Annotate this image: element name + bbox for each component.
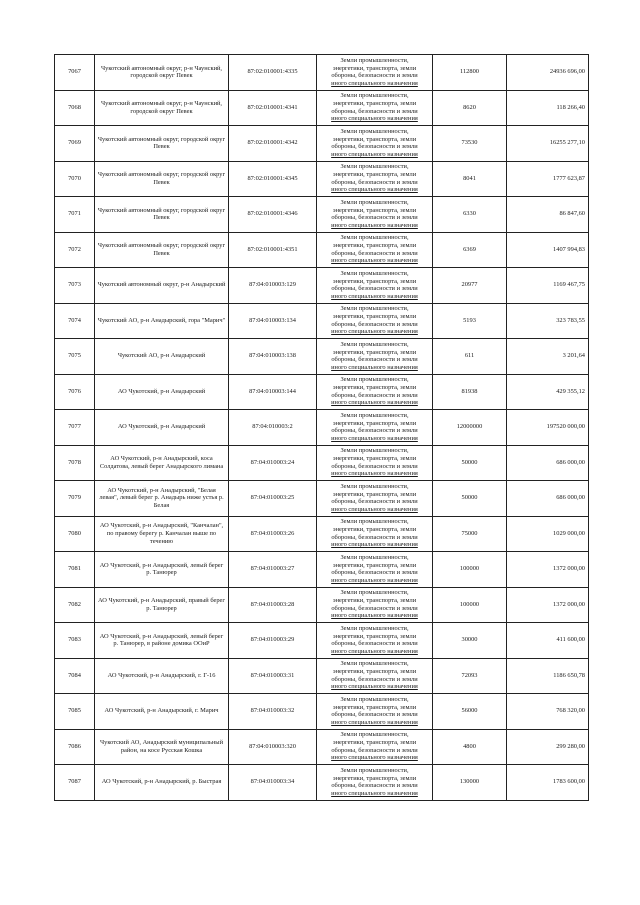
cadastral-value-cell: 118 266,40 — [507, 90, 589, 126]
land-category-line: обороны, безопасности и земли — [331, 391, 418, 399]
land-category-line: энергетики, транспорта, земли — [332, 135, 417, 143]
land-category-line: Земли промышленности, — [340, 198, 409, 206]
address-cell: Чукотский АО, р-н Анадырский — [95, 339, 229, 375]
table-row — [55, 481, 589, 517]
area-cell: 72093 — [433, 658, 507, 694]
land-category-line: обороны, безопасности и земли — [331, 711, 418, 719]
land-category-line: Земли промышленности, — [340, 660, 409, 668]
land-category-line: обороны, безопасности и земли — [331, 782, 418, 790]
cadastral-number-cell: 87:02:010001:4342 — [229, 126, 317, 162]
address-cell: Чукотский автономный округ, городской округ Певек — [95, 232, 229, 268]
row-number-cell: 7074 — [55, 303, 95, 339]
area-cell: 30000 — [433, 623, 507, 659]
cadastral-value-cell: 16255 277,10 — [507, 126, 589, 162]
land-category-line: Земли промышленности, — [340, 482, 409, 490]
land-category-line: энергетики, транспорта, земли — [332, 419, 417, 427]
land-category-line: обороны, безопасности и земли — [331, 320, 418, 328]
table-row — [55, 694, 589, 730]
land-category-line: энергетики, транспорта, земли — [332, 455, 417, 463]
land-category-line: Земли промышленности, — [340, 305, 409, 313]
cadastral-number-cell: 87:02:010001:4346 — [229, 197, 317, 233]
land-category-line: обороны, безопасности и земли — [331, 427, 418, 435]
area-cell: 100000 — [433, 587, 507, 623]
land-category-line: энергетики, транспорта, земли — [332, 171, 417, 179]
land-category-line: обороны, безопасности и земли — [331, 746, 418, 754]
row-number-cell: 7087 — [55, 765, 95, 801]
land-category-line: иного специального назначения — [331, 718, 418, 726]
area-cell: 112800 — [433, 55, 507, 91]
area-cell: 6369 — [433, 232, 507, 268]
land-category-cell — [317, 445, 433, 481]
cadastral-value-cell: 3 201,64 — [507, 339, 589, 375]
row-number-cell: 7073 — [55, 268, 95, 304]
row-number-cell: 7076 — [55, 374, 95, 410]
address-cell: АО Чукотский, р-н Анадырский, р. Быстрая — [95, 765, 229, 801]
land-category-line: энергетики, транспорта, земли — [332, 348, 417, 356]
land-category-line: иного специального назначения — [331, 328, 418, 336]
cadastral-number-cell: 87:04:010003:26 — [229, 516, 317, 552]
address-cell: Чукотский автономный округ, городской округ Певек — [95, 126, 229, 162]
land-category-line: иного специального назначения — [331, 434, 418, 442]
land-category-line: иного специального назначения — [331, 221, 418, 229]
land-category-line: обороны, безопасности и земли — [331, 107, 418, 115]
land-category-line: обороны, безопасности и земли — [331, 285, 418, 293]
row-number-cell: 7079 — [55, 481, 95, 517]
land-category-line: Земли промышленности, — [340, 269, 409, 277]
cadastral-value-cell: 1169 467,75 — [507, 268, 589, 304]
table-row — [55, 197, 589, 233]
cadastral-number-cell: 87:04:010003:144 — [229, 374, 317, 410]
row-number-cell: 7068 — [55, 90, 95, 126]
land-category-line: обороны, безопасности и земли — [331, 249, 418, 257]
table-row — [55, 587, 589, 623]
land-category-cell — [317, 197, 433, 233]
land-category-line: иного специального назначения — [331, 505, 418, 513]
cadastral-number-cell: 87:04:010003:32 — [229, 694, 317, 730]
cadastral-value-cell: 1783 600,00 — [507, 765, 589, 801]
table-row — [55, 445, 589, 481]
land-category-line: иного специального назначения — [331, 115, 418, 123]
land-category-line: энергетики, транспорта, земли — [332, 632, 417, 640]
land-category-line: энергетики, транспорта, земли — [332, 739, 417, 747]
row-number-cell: 7084 — [55, 658, 95, 694]
row-number-cell: 7071 — [55, 197, 95, 233]
address-cell: АО Чукотский, р-н Анадырский — [95, 374, 229, 410]
land-category-cell — [317, 161, 433, 197]
land-registry-sheet — [54, 54, 588, 801]
area-cell: 5193 — [433, 303, 507, 339]
table-row — [55, 303, 589, 339]
cadastral-value-cell: 411 600,00 — [507, 623, 589, 659]
land-category-line: иного специального назначения — [331, 789, 418, 797]
cadastral-value-cell: 686 000,00 — [507, 445, 589, 481]
land-category-line: иного специального назначения — [331, 612, 418, 620]
table-row — [55, 516, 589, 552]
cadastral-number-cell: 87:04:010003:28 — [229, 587, 317, 623]
address-cell: Чукотский автономный округ, р-н Чаунский, городской округ Певек — [95, 90, 229, 126]
area-cell: 8620 — [433, 90, 507, 126]
area-cell: 56000 — [433, 694, 507, 730]
land-category-line: Земли промышленности, — [340, 376, 409, 384]
land-category-cell — [317, 232, 433, 268]
cadastral-number-cell: 87:04:010003:24 — [229, 445, 317, 481]
address-cell: АО Чукотский, р-н Анадырский — [95, 410, 229, 446]
cadastral-value-cell: 1777 623,87 — [507, 161, 589, 197]
land-category-line: Земли промышленности, — [340, 553, 409, 561]
land-category-cell — [317, 126, 433, 162]
row-number-cell: 7086 — [55, 729, 95, 765]
land-category-line: энергетики, транспорта, земли — [332, 526, 417, 534]
land-category-cell — [317, 694, 433, 730]
cadastral-number-cell: 87:04:010003:138 — [229, 339, 317, 375]
address-cell: АО Чукотский, р-н Анадырский, "Канчалан", по правому берегу р. Канчалан выше по течению — [95, 516, 229, 552]
land-category-line: иного специального назначения — [331, 647, 418, 655]
land-category-line: Земли промышленности, — [340, 589, 409, 597]
table-row — [55, 126, 589, 162]
row-number-cell: 7083 — [55, 623, 95, 659]
area-cell: 75000 — [433, 516, 507, 552]
land-category-cell — [317, 339, 433, 375]
land-category-line: иного специального назначения — [331, 257, 418, 265]
land-category-line: Земли промышленности, — [340, 127, 409, 135]
cadastral-value-cell: 1372 000,00 — [507, 587, 589, 623]
cadastral-number-cell: 87:04:010003:34 — [229, 765, 317, 801]
area-cell: 50000 — [433, 445, 507, 481]
land-category-line: энергетики, транспорта, земли — [332, 313, 417, 321]
table-row — [55, 161, 589, 197]
land-category-line: Земли промышленности, — [340, 695, 409, 703]
land-category-line: обороны, безопасности и земли — [331, 569, 418, 577]
land-category-cell — [317, 658, 433, 694]
land-category-cell — [317, 729, 433, 765]
cadastral-number-cell: 87:02:010001:4351 — [229, 232, 317, 268]
land-category-line: обороны, безопасности и земли — [331, 604, 418, 612]
row-number-cell: 7085 — [55, 694, 95, 730]
land-category-line: иного специального назначения — [331, 754, 418, 762]
land-category-line: Земли промышленности, — [340, 411, 409, 419]
land-category-line: обороны, безопасности и земли — [331, 143, 418, 151]
land-category-cell — [317, 90, 433, 126]
address-cell: Чукотский автономный округ, р-н Чаунский, городской округ Певек — [95, 55, 229, 91]
land-category-line: Земли промышленности, — [340, 163, 409, 171]
cadastral-value-cell: 86 847,60 — [507, 197, 589, 233]
cadastral-value-cell: 768 320,00 — [507, 694, 589, 730]
table-row — [55, 55, 589, 91]
address-cell: АО Чукотский, р-н Анадырский, г. Г-16 — [95, 658, 229, 694]
cadastral-value-cell: 299 280,00 — [507, 729, 589, 765]
row-number-cell: 7075 — [55, 339, 95, 375]
table-row — [55, 765, 589, 801]
land-category-line: Земли промышленности, — [340, 766, 409, 774]
cadastral-value-cell: 24936 696,00 — [507, 55, 589, 91]
land-category-line: Земли промышленности, — [340, 518, 409, 526]
land-category-cell — [317, 410, 433, 446]
land-category-cell — [317, 303, 433, 339]
land-category-cell — [317, 587, 433, 623]
area-cell: 130000 — [433, 765, 507, 801]
address-cell: АО Чукотский, р-н Анадырский, коса Солдатова, левый берег Анадырского лимана — [95, 445, 229, 481]
row-number-cell: 7081 — [55, 552, 95, 588]
cadastral-number-cell: 87:04:010003:320 — [229, 729, 317, 765]
row-number-cell: 7077 — [55, 410, 95, 446]
cadastral-value-cell: 429 355,12 — [507, 374, 589, 410]
address-cell: Чукотский автономный округ, городской округ Певек — [95, 197, 229, 233]
land-category-line: энергетики, транспорта, земли — [332, 100, 417, 108]
cadastral-number-cell: 87:02:010001:4335 — [229, 55, 317, 91]
land-category-line: энергетики, транспорта, земли — [332, 597, 417, 605]
land-category-line: энергетики, транспорта, земли — [332, 64, 417, 72]
table-row — [55, 552, 589, 588]
land-category-line: иного специального назначения — [331, 470, 418, 478]
land-category-line: обороны, безопасности и земли — [331, 640, 418, 648]
land-category-line: иного специального назначения — [331, 79, 418, 87]
cadastral-value-cell: 1407 994,83 — [507, 232, 589, 268]
table-row — [55, 90, 589, 126]
land-category-cell — [317, 623, 433, 659]
land-category-line: иного специального назначения — [331, 186, 418, 194]
area-cell: 611 — [433, 339, 507, 375]
row-number-cell: 7078 — [55, 445, 95, 481]
cadastral-value-cell: 686 000,00 — [507, 481, 589, 517]
land-category-line: обороны, безопасности и земли — [331, 214, 418, 222]
area-cell: 4800 — [433, 729, 507, 765]
land-category-cell — [317, 552, 433, 588]
area-cell: 100000 — [433, 552, 507, 588]
land-category-line: обороны, безопасности и земли — [331, 533, 418, 541]
table-row — [55, 623, 589, 659]
table-row — [55, 339, 589, 375]
land-category-line: иного специального назначения — [331, 683, 418, 691]
land-category-line: иного специального назначения — [331, 399, 418, 407]
land-category-line: Земли промышленности, — [340, 624, 409, 632]
cadastral-number-cell: 87:04:010003:27 — [229, 552, 317, 588]
address-cell: Чукотский АО, Анадырский муниципальный район, на косе Русская Кошка — [95, 729, 229, 765]
land-category-line: иного специального назначения — [331, 576, 418, 584]
row-number-cell: 7069 — [55, 126, 95, 162]
cadastral-value-cell: 197520 000,00 — [507, 410, 589, 446]
land-category-line: энергетики, транспорта, земли — [332, 206, 417, 214]
table-row — [55, 658, 589, 694]
land-category-line: иного специального назначения — [331, 292, 418, 300]
land-category-line: Земли промышленности, — [340, 234, 409, 242]
row-number-cell: 7080 — [55, 516, 95, 552]
cadastral-number-cell: 87:04:010003:29 — [229, 623, 317, 659]
land-category-cell — [317, 765, 433, 801]
land-category-line: иного специального назначения — [331, 541, 418, 549]
area-cell: 73530 — [433, 126, 507, 162]
land-category-cell — [317, 481, 433, 517]
table-row — [55, 374, 589, 410]
address-cell: АО Чукотский, р-н Анадырский, г. Марич — [95, 694, 229, 730]
table-row — [55, 268, 589, 304]
cadastral-value-cell: 1372 000,00 — [507, 552, 589, 588]
address-cell: Чукотский АО, р-н Анадырский, гора "Марич" — [95, 303, 229, 339]
cadastral-value-cell: 323 783,55 — [507, 303, 589, 339]
land-category-line: Земли промышленности, — [340, 447, 409, 455]
land-category-line: обороны, безопасности и земли — [331, 178, 418, 186]
cadastral-number-cell: 87:04:010003:2 — [229, 410, 317, 446]
land-category-cell — [317, 516, 433, 552]
address-cell: Чукотский автономный округ, городской округ Певек — [95, 161, 229, 197]
land-category-line: обороны, безопасности и земли — [331, 462, 418, 470]
land-category-line: обороны, безопасности и земли — [331, 498, 418, 506]
cadastral-number-cell: 87:04:010003:134 — [229, 303, 317, 339]
area-cell: 6330 — [433, 197, 507, 233]
area-cell: 50000 — [433, 481, 507, 517]
cadastral-number-cell: 87:04:010003:31 — [229, 658, 317, 694]
row-number-cell: 7082 — [55, 587, 95, 623]
cadastral-value-cell: 1029 000,00 — [507, 516, 589, 552]
land-category-line: энергетики, транспорта, земли — [332, 668, 417, 676]
area-cell: 8041 — [433, 161, 507, 197]
land-category-line: энергетики, транспорта, земли — [332, 277, 417, 285]
cadastral-number-cell: 87:04:010003:25 — [229, 481, 317, 517]
land-category-cell — [317, 374, 433, 410]
area-cell: 20977 — [433, 268, 507, 304]
area-cell: 81938 — [433, 374, 507, 410]
cadastral-value-cell: 1186 650,78 — [507, 658, 589, 694]
land-category-line: энергетики, транспорта, земли — [332, 774, 417, 782]
land-category-line: энергетики, транспорта, земли — [332, 242, 417, 250]
land-category-line: энергетики, транспорта, земли — [332, 384, 417, 392]
row-number-cell: 7070 — [55, 161, 95, 197]
address-cell: Чукотский автономный округ, р-н Анадырский — [95, 268, 229, 304]
cadastral-number-cell: 87:02:010001:4345 — [229, 161, 317, 197]
land-category-cell — [317, 268, 433, 304]
table-row — [55, 232, 589, 268]
land-category-line: обороны, безопасности и земли — [331, 72, 418, 80]
address-cell: АО Чукотский, р-н Анадырский, "Белая левая", левый берег р. Анадырь ниже устья р. Белая — [95, 481, 229, 517]
land-category-line: обороны, безопасности и земли — [331, 356, 418, 364]
land-category-line: Земли промышленности, — [340, 340, 409, 348]
land-category-line: обороны, безопасности и земли — [331, 675, 418, 683]
address-cell: АО Чукотский, р-н Анадырский, правый берег р. Танюрер — [95, 587, 229, 623]
cadastral-number-cell: 87:04:010003:129 — [229, 268, 317, 304]
table-row — [55, 410, 589, 446]
land-plots-table — [54, 54, 589, 801]
row-number-cell: 7072 — [55, 232, 95, 268]
land-category-line: энергетики, транспорта, земли — [332, 561, 417, 569]
land-category-line: иного специального назначения — [331, 150, 418, 158]
land-category-line: энергетики, транспорта, земли — [332, 490, 417, 498]
table-row — [55, 729, 589, 765]
address-cell: АО Чукотский, р-н Анадырский, левый берег р. Танюрер, в районе домика ООиР — [95, 623, 229, 659]
row-number-cell: 7067 — [55, 55, 95, 91]
land-category-line: иного специального назначения — [331, 363, 418, 371]
land-category-line: Земли промышленности, — [340, 731, 409, 739]
land-category-line: энергетики, транспорта, земли — [332, 703, 417, 711]
address-cell: АО Чукотский, р-н Анадырский, левый берег р. Танюрер — [95, 552, 229, 588]
land-category-line: Земли промышленности, — [340, 56, 409, 64]
cadastral-number-cell: 87:02:010001:4341 — [229, 90, 317, 126]
land-category-cell — [317, 55, 433, 91]
area-cell: 12000000 — [433, 410, 507, 446]
land-category-line: Земли промышленности, — [340, 92, 409, 100]
